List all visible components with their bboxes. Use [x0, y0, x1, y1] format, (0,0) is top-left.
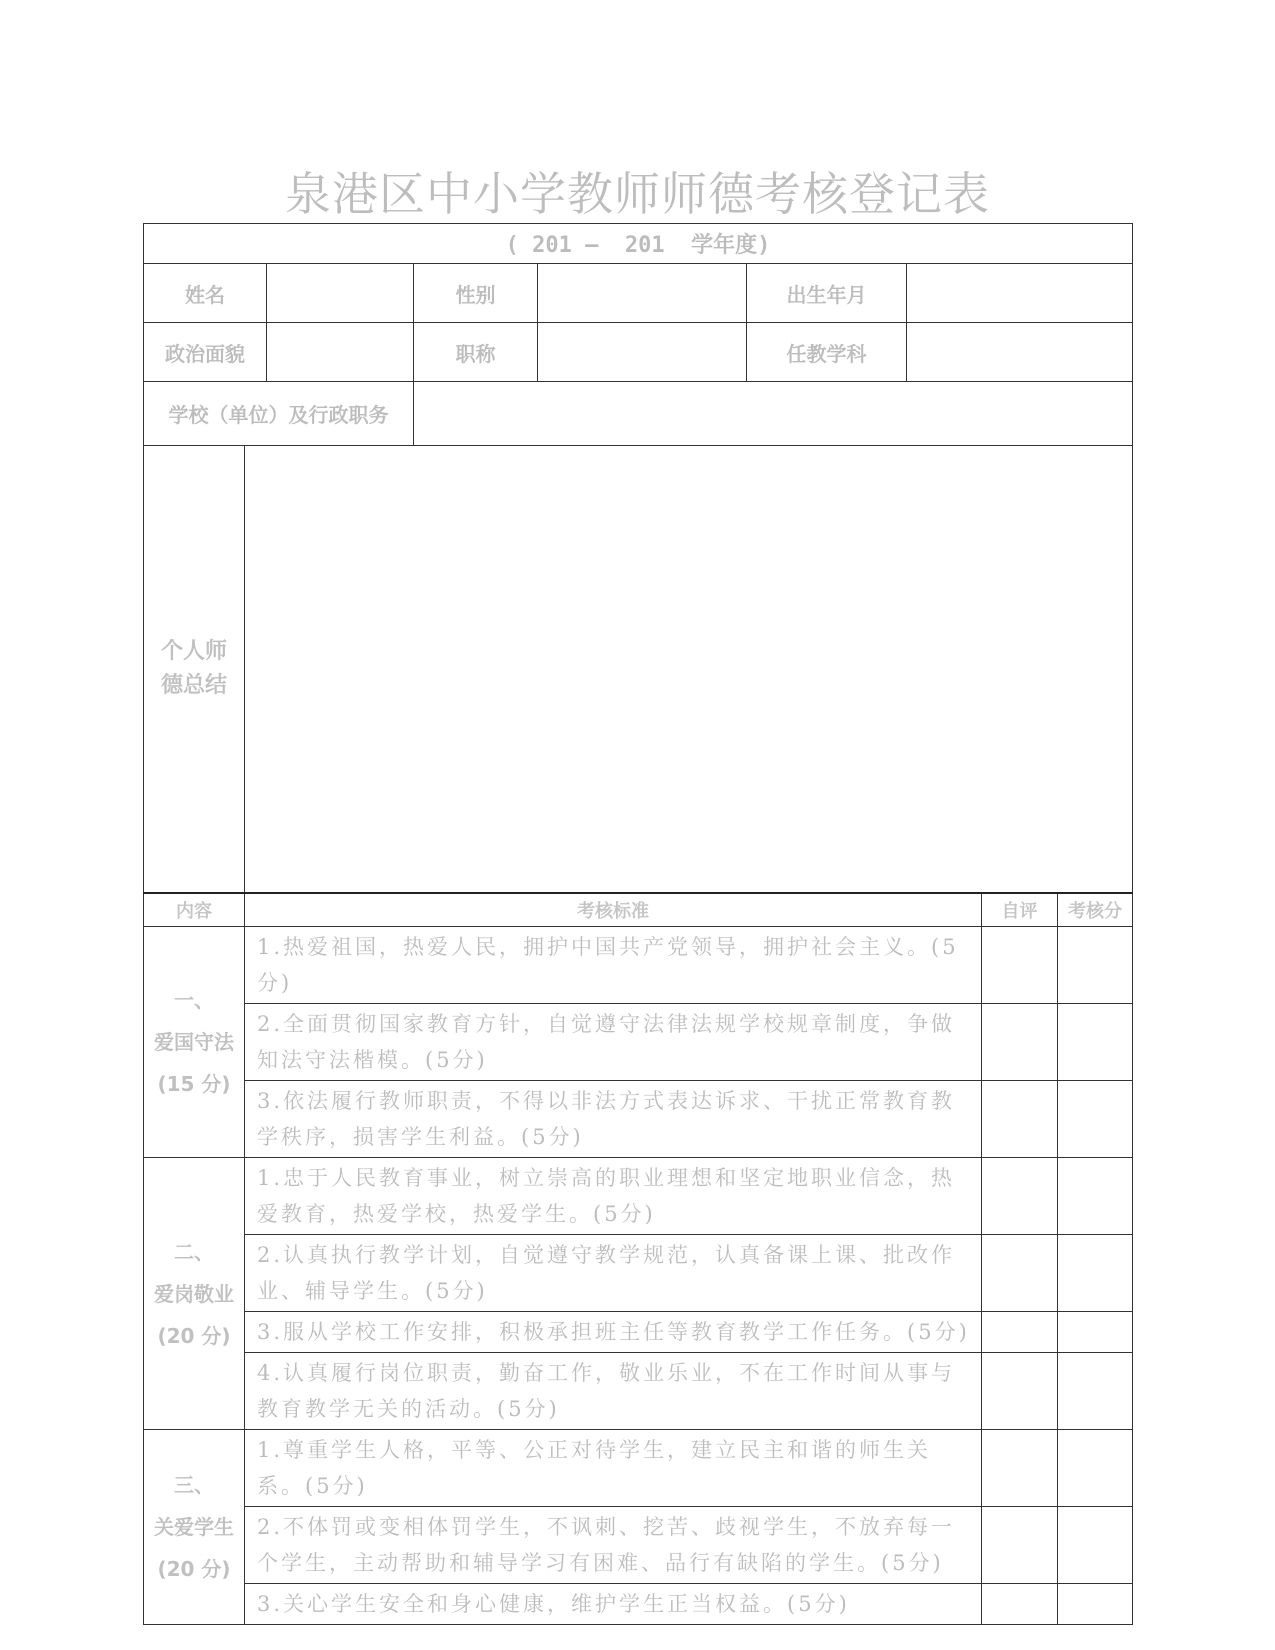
criterion-2-2: 2.认真执行教学计划，自觉遵守教学规范，认真备课上课、批改作业、辅导学生。(5分): [245, 1235, 982, 1312]
birth-field[interactable]: [907, 264, 1133, 323]
criterion-1-3: 3.依法履行教师职责，不得以非法方式表达诉求、干扰正常教育教学秩序，损害学生利益。(5分): [245, 1081, 982, 1158]
section-1-number: 一、: [174, 988, 214, 1012]
self-eval-cell[interactable]: [982, 927, 1058, 1004]
score-cell[interactable]: [1058, 1158, 1133, 1235]
school-field[interactable]: [414, 382, 1133, 446]
section-3-category: [144, 1430, 245, 1625]
content-header: 内容: [144, 893, 245, 927]
self-eval-cell[interactable]: [982, 1312, 1058, 1353]
self-eval-header: 自评: [982, 893, 1058, 927]
title-field[interactable]: [538, 323, 747, 382]
school-label: 学校（单位）及行政职务: [144, 382, 414, 446]
criterion-3-2: 2.不体罚或变相体罚学生，不讽刺、挖苦、歧视学生，不放弃每一个学生，主动帮助和辅导学习有困难、品行有缺陷的学生。(5分): [245, 1507, 982, 1584]
criterion-3-3: 3.关心学生安全和身心健康，维护学生正当权益。(5分): [245, 1584, 982, 1625]
gender-label: 性别: [414, 264, 538, 323]
criterion-1-1: 1.热爱祖国，热爱人民，拥护中国共产党领导，拥护社会主义。(5分): [245, 927, 982, 1004]
self-eval-cell[interactable]: [982, 1081, 1058, 1158]
score-cell[interactable]: [1058, 1507, 1133, 1584]
name-field[interactable]: [267, 264, 414, 323]
subject-field[interactable]: [907, 323, 1133, 382]
score-header: 考核分: [1058, 893, 1133, 927]
school-year-line: ( 201 — 201 学年度): [144, 224, 1133, 264]
birth-label: 出生年月: [747, 264, 907, 323]
criterion-2-1: 1.忠于人民教育事业，树立崇高的职业理想和坚定地职业信念，热爱教育，热爱学校，热爱学生。(5分): [245, 1158, 982, 1235]
summary-label: 个人师德总结: [144, 446, 245, 893]
section-1-category: [144, 927, 245, 1158]
section-3-number: 三、: [174, 1473, 214, 1497]
gender-field[interactable]: [538, 264, 747, 323]
form-title: 泉港区中小学教师师德考核登记表: [285, 167, 990, 221]
section-1-points: (15 分): [157, 1072, 231, 1096]
name-label: 姓名: [144, 264, 267, 323]
self-eval-cell[interactable]: [982, 1507, 1058, 1584]
score-cell[interactable]: [1058, 1353, 1133, 1430]
self-eval-cell[interactable]: [982, 1430, 1058, 1507]
self-eval-cell[interactable]: [982, 1353, 1058, 1430]
political-field[interactable]: [267, 323, 414, 382]
score-cell[interactable]: [1058, 1430, 1133, 1507]
criterion-1-2: 2.全面贯彻国家教育方针，自觉遵守法律法规学校规章制度，争做知法守法楷模。(5分): [245, 1004, 982, 1081]
score-cell[interactable]: [1058, 927, 1133, 1004]
section-3-points: (20 分): [157, 1557, 231, 1581]
self-eval-cell[interactable]: [982, 1158, 1058, 1235]
score-cell[interactable]: [1058, 1004, 1133, 1081]
criterion-2-4: 4.认真履行岗位职责，勤奋工作，敬业乐业，不在工作时间从事与教育教学无关的活动。(5分): [245, 1353, 982, 1430]
section-1-name: 爱国守法: [154, 1030, 234, 1054]
section-2-category: [144, 1158, 245, 1430]
score-cell[interactable]: [1058, 1584, 1133, 1625]
self-eval-cell[interactable]: [982, 1235, 1058, 1312]
section-2-points: (20 分): [157, 1323, 231, 1348]
section-2-number: 二、: [174, 1239, 214, 1264]
section-2-name: 爱岗敬业: [154, 1281, 234, 1306]
title-label: 职称: [414, 323, 538, 382]
criterion-3-1: 1.尊重学生人格，平等、公正对待学生，建立民主和谐的师生关系。(5分): [245, 1430, 982, 1507]
criteria-header: 考核标准: [245, 893, 982, 927]
criterion-2-3: 3.服从学校工作安排，积极承担班主任等教育教学工作任务。(5分): [245, 1312, 982, 1353]
section-3-name: 关爱学生: [154, 1515, 234, 1539]
self-eval-cell[interactable]: [982, 1584, 1058, 1625]
registration-form-table: [143, 223, 1133, 1625]
score-cell[interactable]: [1058, 1235, 1133, 1312]
self-eval-cell[interactable]: [982, 1004, 1058, 1081]
score-cell[interactable]: [1058, 1081, 1133, 1158]
score-cell[interactable]: [1058, 1312, 1133, 1353]
subject-label: 任教学科: [747, 323, 907, 382]
summary-field[interactable]: [245, 446, 1133, 893]
political-label: 政治面貌: [144, 323, 267, 382]
